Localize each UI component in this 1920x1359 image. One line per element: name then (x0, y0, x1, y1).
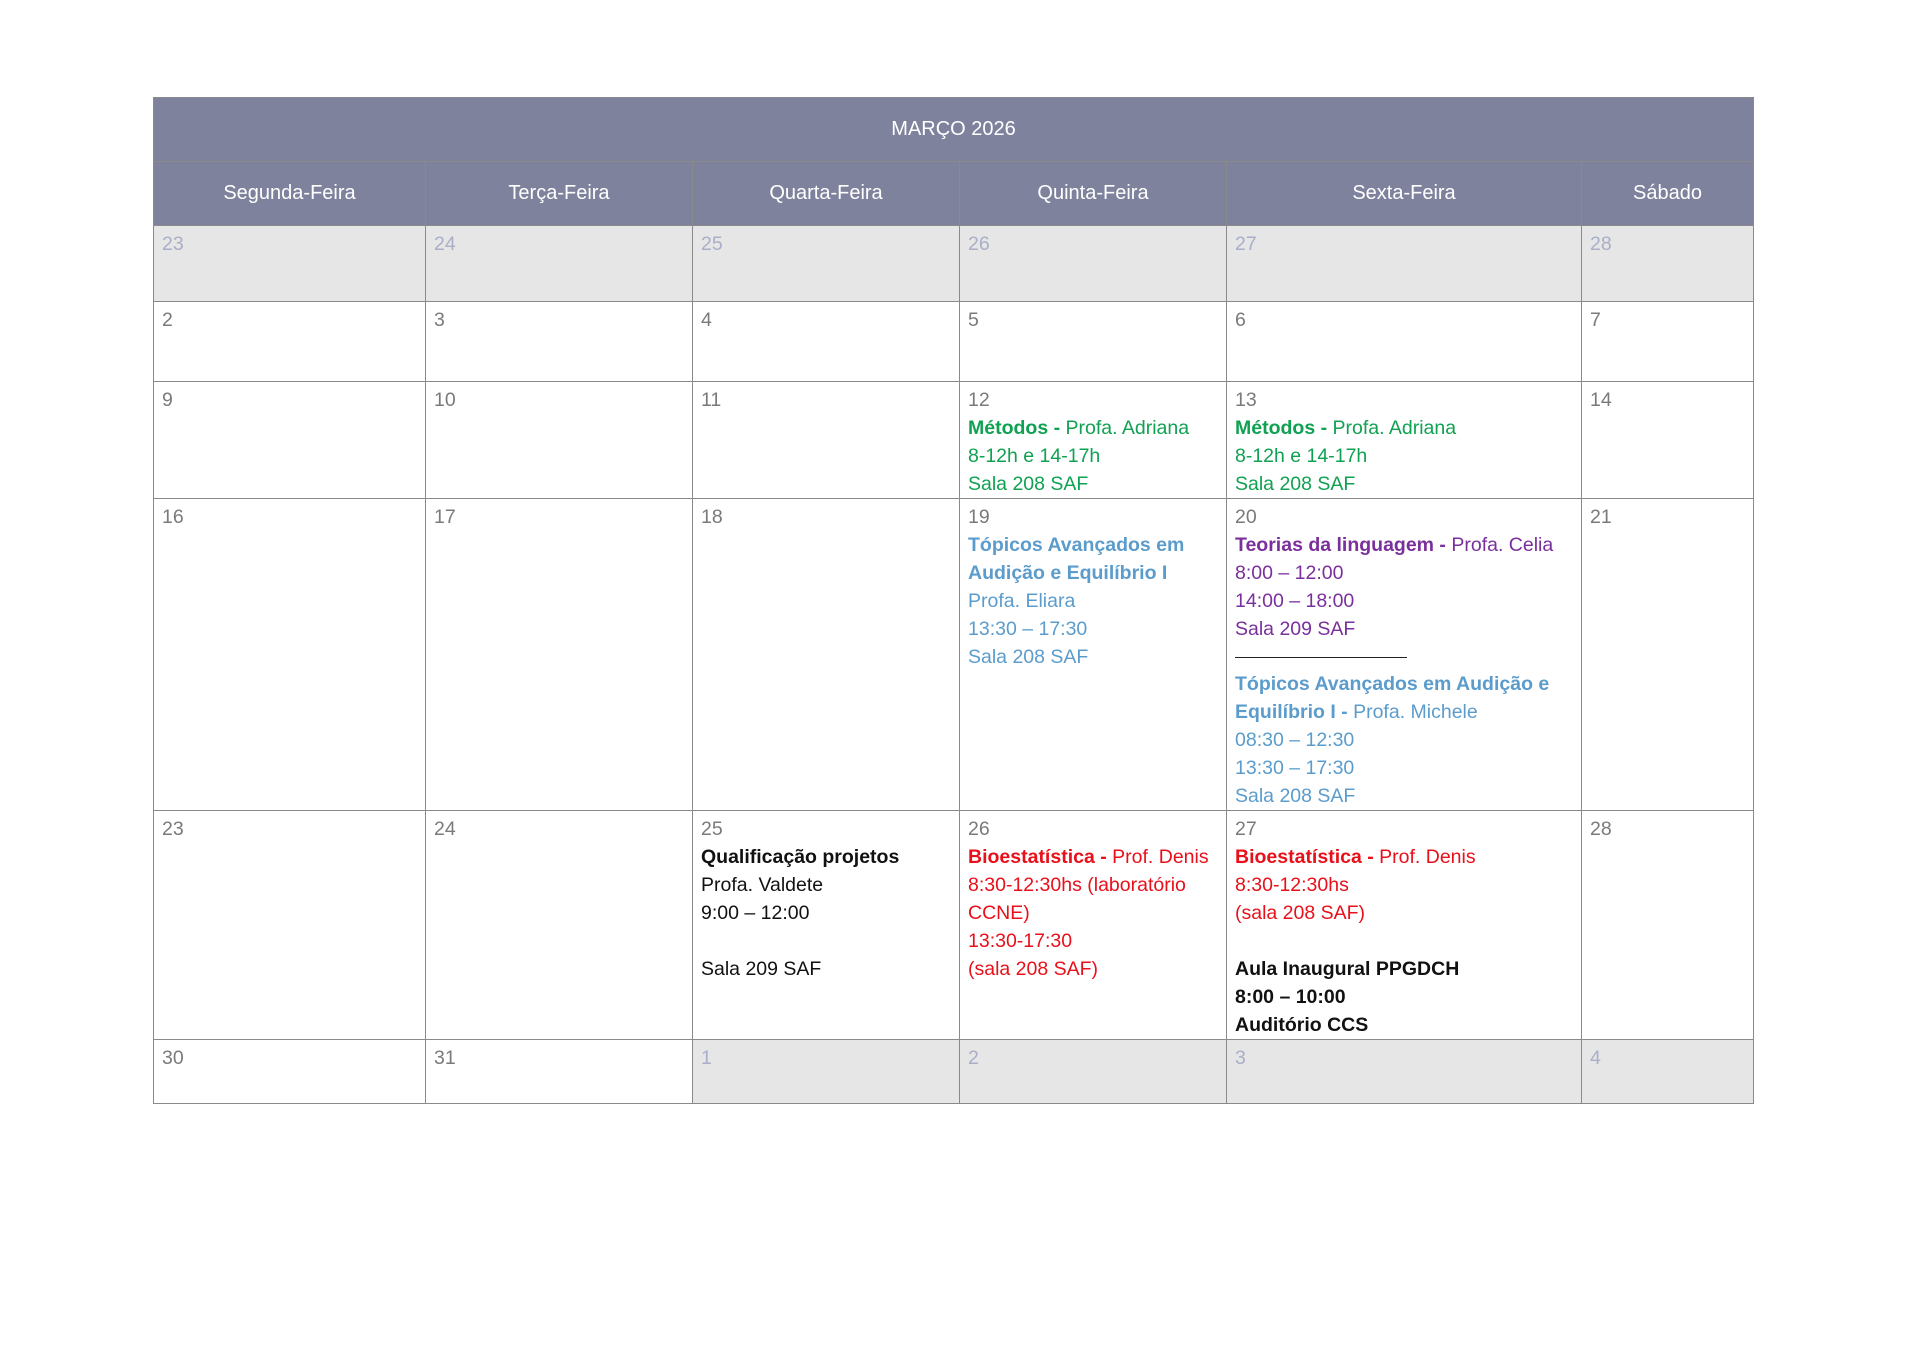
day-number: 17 (434, 506, 456, 528)
day-number: 3 (1235, 1047, 1246, 1069)
event-room: Sala 209 SAF (701, 958, 822, 980)
week-row (154, 302, 1754, 382)
day-cell (426, 382, 693, 499)
event-room: Sala 208 SAF (1235, 785, 1356, 807)
event-professor: Profa. Adriana (1327, 417, 1457, 439)
event-professor: Prof. Denis (1373, 846, 1476, 868)
event-room: (sala 208 SAF) (968, 958, 1099, 980)
day-number: 28 (1590, 233, 1612, 255)
day-number: 20 (1235, 506, 1257, 528)
day-number: 3 (434, 309, 445, 331)
day-number: 2 (162, 309, 173, 331)
weekday-monday: Segunda-Feira (154, 162, 426, 226)
day-number: 25 (701, 233, 723, 255)
day-number: 26 (968, 233, 990, 255)
day-cell (960, 811, 1227, 1040)
day-number: 24 (434, 818, 456, 840)
day-cell (960, 226, 1227, 302)
event-professor: Prof. Denis (1106, 846, 1209, 868)
day-number: 21 (1590, 506, 1612, 528)
event-room: Auditório CCS (1235, 1014, 1369, 1036)
day-cell (154, 382, 426, 499)
separator-line (1235, 643, 1407, 658)
event-professor: Profa. Eliara (968, 590, 1076, 612)
day-number: 12 (968, 389, 990, 411)
day-number: 25 (701, 818, 723, 840)
day-cell (1227, 382, 1582, 499)
event-room: Sala 208 SAF (968, 646, 1089, 668)
week-row (154, 226, 1754, 302)
day-number: 1 (701, 1047, 712, 1069)
day-number: 18 (701, 506, 723, 528)
event-room: Sala 209 SAF (1235, 618, 1356, 640)
day-cell (960, 1040, 1227, 1104)
day-number: 11 (701, 389, 722, 411)
day-cell (1227, 302, 1582, 382)
event-course: Métodos - (968, 417, 1061, 439)
day-cell (1582, 382, 1754, 499)
day-number: 23 (162, 233, 184, 255)
event-time: 13:30 – 17:30 (968, 618, 1088, 640)
event-time: 8-12h e 14-17h (1235, 445, 1368, 467)
event-room: Sala 208 SAF (1235, 473, 1356, 495)
weekday-thursday: Quinta-Feira (960, 162, 1227, 226)
event-teorias (1235, 531, 1573, 559)
day-number: 26 (968, 818, 990, 840)
day-cell (693, 811, 960, 1040)
event-course: Tópicos Avançados em (968, 534, 1185, 556)
event-time: 8:30-12:30hs (1235, 874, 1349, 896)
calendar-table (153, 97, 1754, 1104)
day-number: 10 (434, 389, 456, 411)
day-number: 30 (162, 1047, 184, 1069)
day-cell (960, 382, 1227, 499)
month-title: MARÇO 2026 (154, 98, 1754, 162)
event-professor: Profa. Michele (1347, 701, 1478, 723)
day-cell (426, 1040, 693, 1104)
day-number: 23 (162, 818, 184, 840)
event-time: 8:30-12:30hs (laboratório (968, 874, 1186, 896)
event-location: CCNE) (968, 902, 1030, 924)
day-number: 2 (968, 1047, 979, 1069)
day-cell (154, 302, 426, 382)
event-bioestatistica (968, 843, 1218, 871)
day-cell (960, 302, 1227, 382)
weekday-header-row (154, 162, 1754, 226)
day-number: 27 (1235, 233, 1257, 255)
day-cell (154, 1040, 426, 1104)
event-time: 08:30 – 12:30 (1235, 729, 1355, 751)
day-number: 31 (434, 1047, 456, 1069)
week-row (154, 811, 1754, 1040)
day-number: 27 (1235, 818, 1257, 840)
spacer (701, 927, 951, 955)
event-course: Bioestatística - (968, 846, 1107, 868)
day-cell (1227, 1040, 1582, 1104)
event-time: 9:00 – 12:00 (701, 902, 810, 924)
day-cell (426, 302, 693, 382)
event-course: Tópicos Avançados em Audição e (1235, 673, 1550, 695)
weekday-wednesday: Quarta-Feira (693, 162, 960, 226)
event-course: Métodos - (1235, 417, 1328, 439)
day-number: 14 (1590, 389, 1612, 411)
day-cell (426, 499, 693, 811)
day-number: 28 (1590, 818, 1612, 840)
event-professor: Profa. Valdete (701, 874, 824, 896)
day-cell (154, 811, 426, 1040)
event-course-cont: Equilíbrio I - (1235, 701, 1348, 723)
day-cell (426, 226, 693, 302)
event-professor: Profa. Adriana (1060, 417, 1190, 439)
day-number: 16 (162, 506, 184, 528)
event-bioestatistica (1235, 843, 1573, 871)
week-row (154, 1040, 1754, 1104)
event-course-cont: Audição e Equilíbrio I (968, 562, 1168, 584)
day-cell (154, 226, 426, 302)
event-room: Sala 208 SAF (968, 473, 1089, 495)
weekday-saturday: Sábado (1582, 162, 1754, 226)
weekday-friday: Sexta-Feira (1227, 162, 1582, 226)
event-time: 8:00 – 10:00 (1235, 986, 1346, 1008)
day-number: 6 (1235, 309, 1246, 331)
day-number: 9 (162, 389, 173, 411)
day-cell (960, 499, 1227, 811)
day-cell (1227, 226, 1582, 302)
day-cell (1227, 499, 1582, 811)
day-cell (1227, 811, 1582, 1040)
day-cell (1582, 302, 1754, 382)
day-cell (1582, 226, 1754, 302)
event-metodos (1235, 414, 1573, 442)
day-number: 4 (1590, 1047, 1601, 1069)
event-title: Aula Inaugural PPGDCH (1235, 958, 1460, 980)
day-number: 19 (968, 506, 990, 528)
spacer (1235, 927, 1573, 955)
day-cell (693, 1040, 960, 1104)
day-cell (693, 499, 960, 811)
day-cell (693, 302, 960, 382)
day-cell (1582, 499, 1754, 811)
event-time: 8-12h e 14-17h (968, 445, 1101, 467)
event-room: (sala 208 SAF) (1235, 902, 1366, 924)
event-course: Bioestatística - (1235, 846, 1374, 868)
week-row (154, 499, 1754, 811)
day-number: 5 (968, 309, 979, 331)
day-cell (426, 811, 693, 1040)
week-row (154, 382, 1754, 499)
day-number: 7 (1590, 309, 1601, 331)
event-time: 8:00 – 12:00 (1235, 562, 1344, 584)
day-number: 24 (434, 233, 456, 255)
event-time: 14:00 – 18:00 (1235, 590, 1355, 612)
day-number: 4 (701, 309, 712, 331)
event-time: 13:30-17:30 (968, 930, 1073, 952)
event-course: Teorias da linguagem - (1235, 534, 1446, 556)
event-professor: Profa. Celia (1445, 534, 1554, 556)
day-cell (693, 226, 960, 302)
day-cell (1582, 1040, 1754, 1104)
day-cell (154, 499, 426, 811)
event-metodos (968, 414, 1218, 442)
day-number: 13 (1235, 389, 1257, 411)
event-time: 13:30 – 17:30 (1235, 757, 1355, 779)
event-topicos (1235, 698, 1573, 726)
event-course: Qualificação projetos (701, 846, 900, 868)
weekday-tuesday: Terça-Feira (426, 162, 693, 226)
day-cell (1582, 811, 1754, 1040)
day-cell (693, 382, 960, 499)
